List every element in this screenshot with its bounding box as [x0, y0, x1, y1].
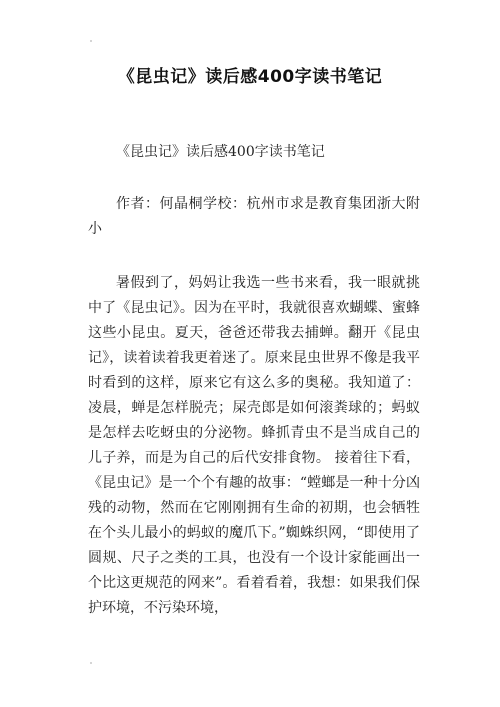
author-line: 作者：何晶桐学校：杭州市求是教育集团浙大附小 — [88, 196, 420, 237]
page-corner-mark — [90, 40, 92, 42]
document-body — [88, 140, 420, 621]
document-subtitle: 《昆虫记》读后感400字读书笔记 — [116, 144, 325, 160]
document-title: 《昆虫记》读后感400字读书笔记 — [117, 67, 383, 87]
page-corner-mark — [90, 662, 92, 664]
body-paragraph: 暑假到了，妈妈让我选一些书来看，我一眼就挑中了《昆虫记》。因为在平时，我就很喜欢蝴蝶、蜜蜂这些小昆虫。夏天，爸爸还带我去捕蝉。翻开《昆虫记》，读着读着我更着迷了。原来昆虫世界不像是我平时看到的这样，原来它有这么多的奥秘。我知道了：凌晨，蝉是怎样脱壳；屎壳郎是如何滚粪球的；蚂蚁是怎样去吃蚜虫的分泌物。蜂抓青虫不是当成自己的儿子养，而是为自己的后代安排食物。 接着往下看，《昆虫记》是一个个有趣的故事：“螳螂是一种十分凶残的动物，然而在它刚刚拥有生命的初期，也会牺牲在个头儿最小的蚂蚁的魔爪下。”蜘蛛织网，“即使用了圆规、尺子之类的工具，也没有一个设计家能画出一个比这更规范的网来”。看着看着，我想：如果我们保护环境，不污染环境， — [88, 275, 420, 616]
